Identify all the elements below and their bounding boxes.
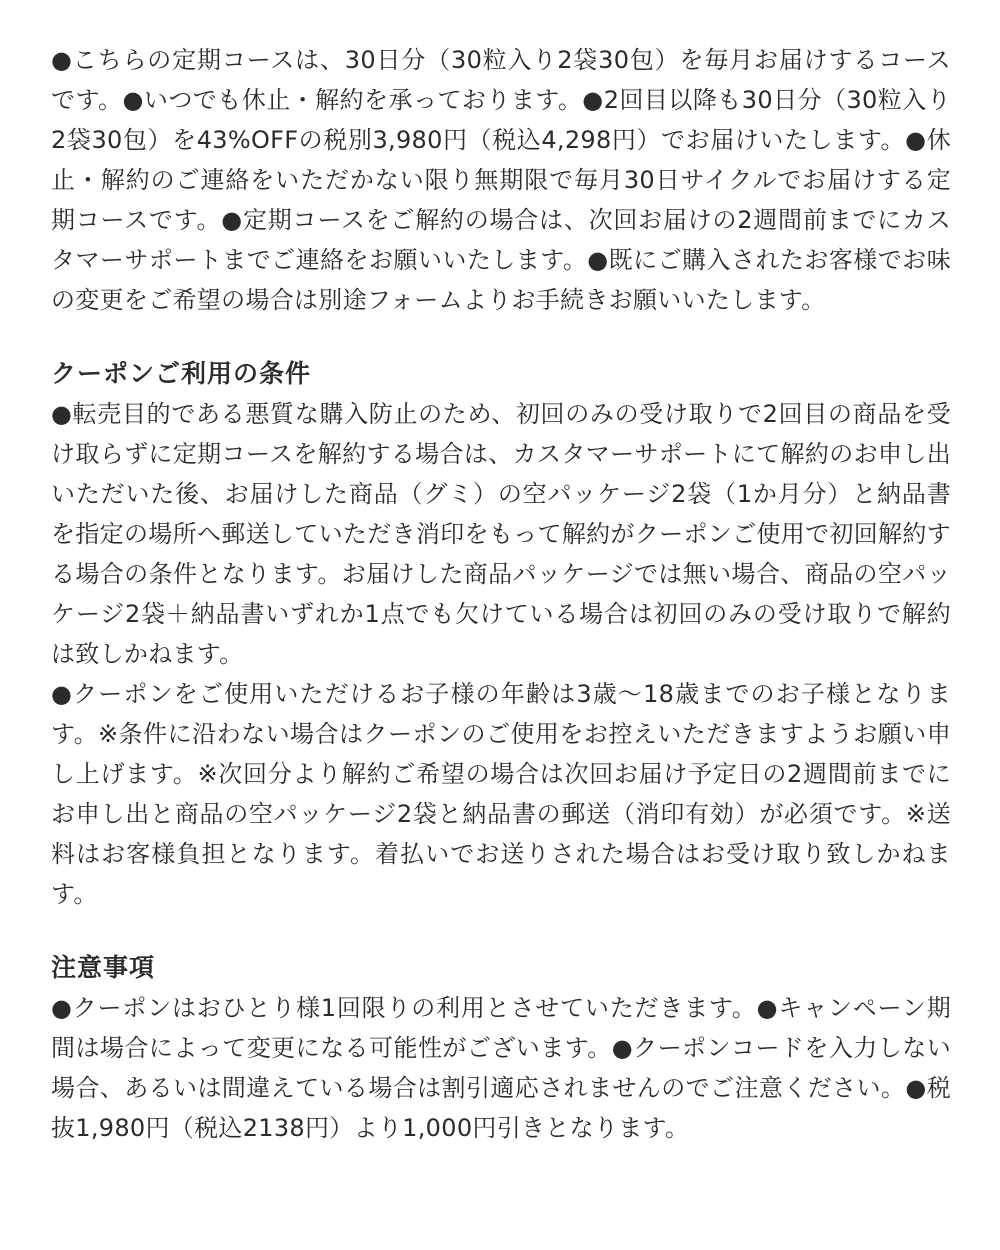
coupon-conditions-paragraph-2: ●クーポンをご使用いただけるお子様の年齢は3歳〜18歳までのお子様となります。※条件に沿わない場合はクーポンのご使用をお控えいただきますようお願い申し上げます。※次回分より解約ご希望の場合は次回お届け予定日の2週間前までにお申し出と商品の空パッケージ2袋と納品書の郵送（消印有効）が必須です。※送料はお客様負担となります。着払いでお送りされた場合はお受け取り致しかねます。	[51, 680, 951, 908]
notes-heading: 注意事項	[51, 953, 156, 982]
intro-paragraph: ●こちらの定期コースは、30日分（30粒入り2袋30包）を毎月お届けするコースです。●いつでも休止・解約を承っております。●2回目以降も30日分（30粒入り2袋30包）を43%OFFの税別3,980円（税込4,298円）でお届けいたします。●休止・解約のご連絡をいただかない限り無期限で毎月30日サイクルでお届けする定期コースです。●定期コースをご解約の場合は、次回お届けの2週間前までにカスタマーサポートまでご連絡をお願いいたします。●既にご購入されたお客様でお味の変更をご希望の場合は別途フォームよりお手続きお願いいたします。	[51, 46, 951, 314]
coupon-conditions-paragraph-1: ●転売目的である悪質な購入防止のため、初回のみの受け取りで2回目の商品を受け取らずに定期コースを解約する場合は、カスタマーサポートにて解約のお申し出いただいた後、お届けした商品（グミ）の空パッケージ2袋（1か月分）と納品書を指定の場所へ郵送していただき消印をもって解約がクーポンご使用で初回解約する場合の条件となります。お届けした商品パッケージでは無い場合、商品の空パッケージ2袋＋納品書いずれか1点でも欠けている場合は初回のみの受け取りで解約は致しかねます。	[51, 400, 951, 668]
coupon-conditions-heading: クーポンご利用の条件	[51, 359, 312, 388]
notes-paragraph: ●クーポンはおひとり様1回限りの利用とさせていただきます。●キャンペーン期間は場合によって変更になる可能性がございます。●クーポンコードを入力しない場合、あるいは間違えている場合は割引適応されませんのでご注意ください。●税抜1,980円（税込2138円）より1,000円引きとなります。	[51, 994, 951, 1142]
document-body	[51, 40, 951, 1148]
